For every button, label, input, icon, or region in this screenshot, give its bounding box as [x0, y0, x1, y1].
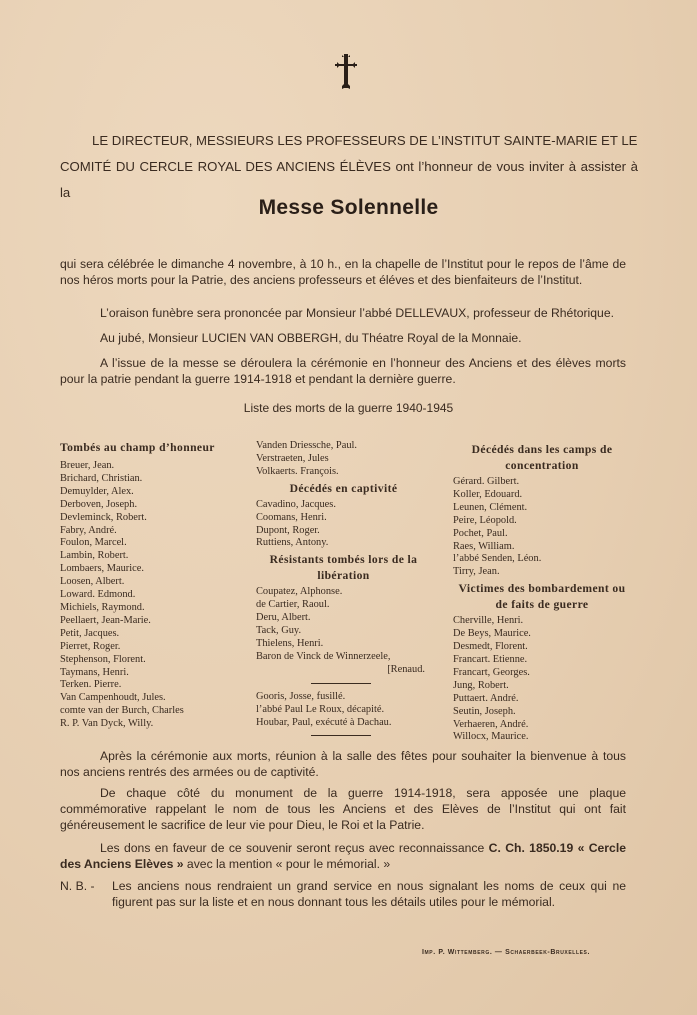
invite-text: ont l’honneur de vous inviter à assister à la	[60, 159, 638, 200]
paragraph-jube: Au jubé, Monsieur LUCIEN VAN OBBERGH, du Théatre Royal de la Monnaie.	[100, 331, 522, 345]
list-item: [Renaud.	[387, 663, 425, 675]
list-item: Demuylder, Alex.	[60, 485, 134, 497]
paragraph-mass-details: qui sera célébrée le dimanche 4 novembre, à 10 h., en la chapelle de l’Institut pour le repos de l’âme de nos héros morts pour la Patrie, des anciens professeurs et éléves et des bienfaiteurs de l’Institut.	[60, 257, 626, 287]
list-item: Pochet, Paul.	[453, 527, 508, 539]
list-item: Puttaert. André.	[453, 692, 519, 704]
list-item: Verhaeren, André.	[453, 718, 529, 730]
paragraph-reception: Après la cérémonie aux morts, réunion à la salle des fêtes pour souhaiter la bienvenue à tous nos anciens rentrés des armées ou de captivité.	[60, 749, 626, 779]
list-item: Terken. Pierre.	[60, 679, 122, 691]
list-item: Fabry, André.	[60, 524, 117, 536]
printer-imprint: Imp. P. Wittemberg. — Schaerbeek-Bruxelles.	[422, 949, 591, 956]
list-item: Desmedt, Florent.	[453, 641, 528, 653]
list-item: Francart, Georges.	[453, 666, 530, 678]
intro-line-1: LE DIRECTEUR, MESSIEURS LES PROFESSEURS DE L’INSTITUT SAINTE-MARIE ET LE	[92, 133, 638, 148]
list-item: Jung, Robert.	[453, 679, 509, 691]
list-item: l’abbé Paul Le Roux, décapité.	[256, 703, 385, 715]
list-item: de Cartier, Raoul.	[256, 599, 330, 611]
cross-icon	[333, 52, 359, 92]
names-list-resistants	[256, 586, 431, 663]
section-heading-resistants: Résistants tombés lors de la libération	[269, 553, 418, 583]
list-item: Cherville, Henri.	[453, 615, 524, 627]
names-list-captivite	[256, 499, 431, 551]
list-item: Coupatez, Alphonse.	[256, 586, 343, 598]
donations-text: Les dons en faveur de ce souvenir seront reçus avec reconnaissance	[100, 841, 489, 855]
list-item: Vanden Driessche, Paul.	[256, 440, 357, 451]
list-item: R. P. Van Dyck, Willy.	[60, 718, 154, 730]
account-reference: C. Ch. 1850.19 « Cercle des Anciens Elèves »	[60, 841, 626, 871]
list-item: Baron de Vinck de Winnerzeele,	[256, 650, 391, 662]
names-list	[60, 460, 240, 731]
list-item: Deru, Albert.	[256, 612, 311, 624]
list-item: Raes, William.	[453, 540, 515, 552]
donations-mention: avec la mention « pour le mémorial. »	[183, 857, 391, 871]
names-list-bombing	[452, 615, 632, 744]
list-item: Pierret, Roger.	[60, 640, 121, 652]
paragraph-donations	[60, 840, 626, 872]
list-item: Gooris, Josse, fusillé.	[256, 690, 346, 702]
list-item: Taymans, Henri.	[60, 666, 129, 678]
section-heading-camps: Décédés dans les camps de concentration	[471, 443, 613, 472]
list-item: Lombaers, Maurice.	[60, 563, 144, 575]
list-item: Cavadino, Jacques.	[256, 498, 336, 510]
nb-text: Les anciens nous rendraient un grand service en nous signalant les noms de ceux qui ne figurent pas sur la liste et en nous donnant tous les détails utiles pour le mémorial.	[112, 879, 626, 909]
list-item: Francart. Etienne.	[453, 653, 528, 665]
list-item: Volkaerts. François.	[256, 465, 339, 477]
nota-bene	[60, 878, 626, 910]
list-item: Willocx, Maurice.	[453, 731, 529, 743]
list-item: Leunen, Clément.	[453, 501, 528, 513]
list-item: Seutin, Joseph.	[453, 705, 516, 717]
list-item: Breuer, Jean.	[60, 460, 115, 471]
list-title: Liste des morts de la guerre 1940-1945	[243, 401, 454, 415]
list-item: Koller, Edouard.	[453, 488, 523, 500]
list-item: Lambin, Robert.	[60, 550, 129, 562]
names-list-continued	[256, 440, 431, 479]
section-heading-bombing: Victimes des bombardement ou de faits de guerre	[458, 582, 626, 612]
divider	[311, 735, 371, 736]
list-item: Tack, Guy.	[256, 625, 302, 637]
list-item: Devleminck, Robert.	[60, 511, 147, 523]
names-list-camps	[452, 476, 632, 579]
paragraph-plaque: De chaque côté du monument de la guerre 1914-1918, sera apposée une plaque commémorative rappelant le nom de tous les Anciens et des Elèves de l’Institut qui ont fait généreusement le sacrifice de leur vie pour Dieu, le Roi et la Patrie.	[60, 786, 626, 832]
page-title: Messe Solennelle	[258, 196, 439, 219]
list-item: Van Campenhoudt, Jules.	[60, 692, 166, 704]
list-item: Houbar, Paul, exécuté à Dachau.	[256, 716, 392, 728]
list-item: Loward. Edmond.	[60, 589, 136, 601]
list-item: l’abbé Senden, Léon.	[453, 553, 542, 565]
nb-label: N. B. -	[60, 879, 95, 893]
committee-name: COMITÉ DU CERCLE ROYAL DES ANCIENS ÉLÈVES	[60, 159, 391, 174]
section-heading: Tombés au champ d’honneur	[60, 441, 215, 454]
list-item: Dupont, Roger.	[256, 524, 320, 536]
list-item: De Beys, Maurice.	[453, 628, 531, 640]
column-camps-bombardements	[452, 440, 632, 744]
list-item: Foulon, Marcel.	[60, 537, 127, 549]
section-heading-captivite: Décédés en captivité	[289, 481, 398, 495]
list-item: Coomans, Henri.	[256, 511, 327, 523]
list-item: Brichard, Christian.	[60, 472, 143, 484]
names-list-executed	[256, 691, 431, 730]
list-item: Loosen, Albert.	[60, 576, 125, 588]
intro-text	[60, 128, 638, 206]
list-item: comte van der Burch, Charles	[60, 705, 184, 717]
column-champ-honneur	[60, 438, 240, 731]
list-item: Thielens, Henri.	[256, 637, 324, 649]
divider	[311, 683, 371, 684]
list-item: Tirry, Jean.	[453, 566, 500, 578]
list-item: Peire, Léopold.	[453, 514, 517, 526]
list-item: Verstraeten, Jules	[256, 452, 329, 464]
list-item: Gérard. Gilbert.	[453, 476, 520, 487]
list-item: Peellaert, Jean-Marie.	[60, 614, 151, 626]
list-item: Derboven, Joseph.	[60, 498, 138, 510]
list-item: Stephenson, Florent.	[60, 653, 146, 665]
list-item: Ruttiens, Antony.	[256, 537, 329, 549]
list-item: Michiels, Raymond.	[60, 601, 145, 613]
paragraph-ceremony: A l’issue de la messe se déroulera la cérémonie en l’honneur des Anciens et des élèves morts pour la patrie pendant la guerre 1914-1918 et pendant la dernière guerre.	[60, 356, 626, 386]
paragraph-oration: L’oraison funèbre sera prononcée par Monsieur l’abbé DELLEVAUX, professeur de Rhétorique.	[100, 306, 614, 320]
column-captivite-resistants	[256, 440, 431, 743]
list-item: Petit, Jacques.	[60, 627, 120, 639]
